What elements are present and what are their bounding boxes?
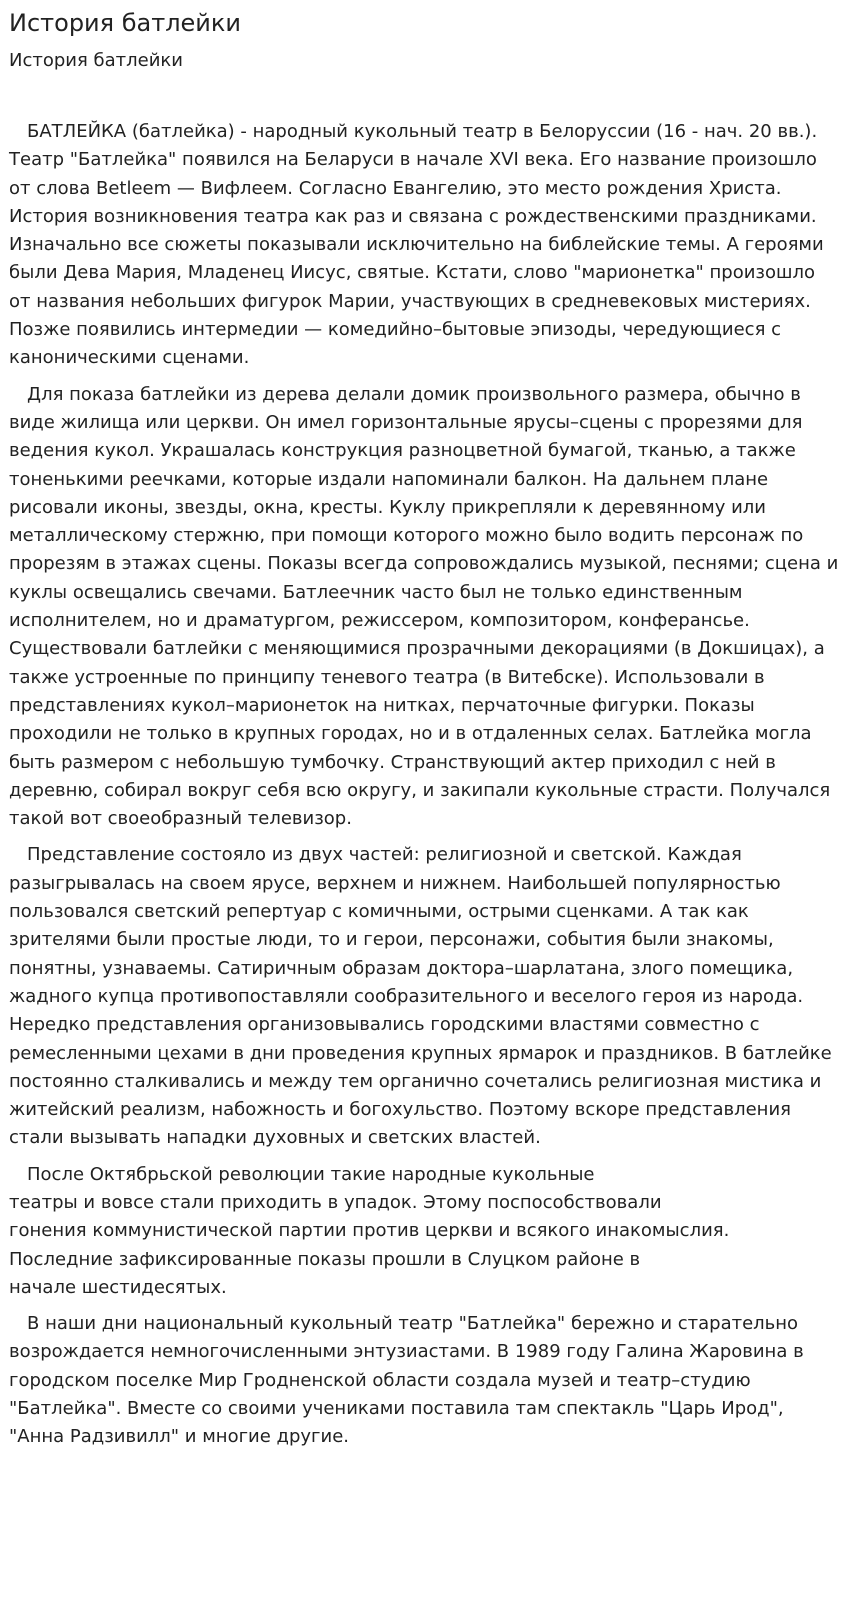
- page-title: История батлейки: [9, 9, 241, 37]
- article-paragraph-3: Представление состояло из двух частей: религиозной и светской. Каждая разыгрывалась на своем ярусе, верхнем и нижнем. Наибольшей популярностью пользовался светский репертуар с комичными, острыми сценками. А так как зрителями были простые люди, то и герои, персонажи, события были знакомы, понятны, узнаваемы. Сатиричным образам доктора–шарлатана, злого помещика, жадного купца противопоставляли сообразительного и веселого героя из народа. Нередко представления организовывались городскими властями совместно с ремесленными цехами в дни проведения крупных ярмарок и праздников. В батлейке постоянно сталкивались и между тем органично сочетались религиозная мистика и житейский реализм, набожность и богохульство. Поэтому вскоре представления стали вызывать нападки духовных и светских властей.: [9, 844, 832, 1149]
- article-paragraph-1: БАТЛЕЙКА (батлейка) - народный кукольный театр в Белоруссии (16 - нач. 20 вв.). Театр "Батлейка" появился на Беларуси в начале XVI века. Его название произошло от слова Betleem — Вифлеем. Согласно Евангелию, это место рождения Христа. История возникновения театра как раз и связана с рождественскими праздниками. Изначально все сюжеты показывали исключительно на библейские темы. А героями были Дева Мария, Младенец Иисус, святые. Кстати, слово "марионетка" произошло от названия небольших фигурок Марии, участвующих в средневековых мистериях. Позже появились интермедии — комедийно–бытовые эпизоды, чередующиеся с каноническими сценами.: [9, 121, 824, 369]
- article-paragraph-4: После Октябрьской революции такие народные кукольные театры и вовсе стали приходить в упадок. Этому поспособствовали гонения коммунистической партии против церкви и всякого инакомыслия. Последние зафиксированные показы прошли в Слуцком районе в начале шестидесятых.: [9, 1163, 730, 1298]
- article-paragraph-5: В наши дни национальный кукольный театр "Батлейка" бережно и старательно возрождается немногочисленными энтузиастами. В 1989 году Галина Жаровина в городском поселке Мир Гродненской области создала музей и театр–студию "Батлейка". Вместе со своими учениками поставила там спектакль "Царь Ирод", "Анна Радзивилл" и многие другие.: [9, 1313, 804, 1448]
- article-paragraph-2: Для показа батлейки из дерева делали домик произвольного размера, обычно в виде жилища или церкви. Он имел горизонтальные ярусы–сцены с прорезями для ведения кукол. Украшалась конструкция разноцветной бумагой, тканью, а также тоненькими реечками, которые издали напоминали балкон. На дальнем плане рисовали иконы, звезды, окна, кресты. Куклу прикрепляли к деревянному или металлическому стержню, при помощи которого можно было водить персонаж по прорезям в этажах сцены. Показы всегда сопровождались музыкой, песнями; сцена и куклы освещались свечами. Батлеечник часто был не только единственным исполнителем, но и драматургом, режиссером, композитором, конферансье. Существовали батлейки с меняющимися прозрачными декорациями (в Докшицах), а также устроенные по принципу теневого театра (в Витебске). Использовали в представлениях кукол–марионеток на нитках, перчаточные фигурки. Показы проходили не только в крупных городах, но и в отдаленных селах. Батлейка могла быть размером с небольшую тумбочку. Странствующий актер приходил с ней в деревню, собирал вокруг себя всю округу, и закипали кукольные страсти. Получался такой вот своеобразный телевизор.: [9, 383, 839, 830]
- page-subtitle: История батлейки: [9, 50, 183, 71]
- article-body: [9, 118, 839, 1452]
